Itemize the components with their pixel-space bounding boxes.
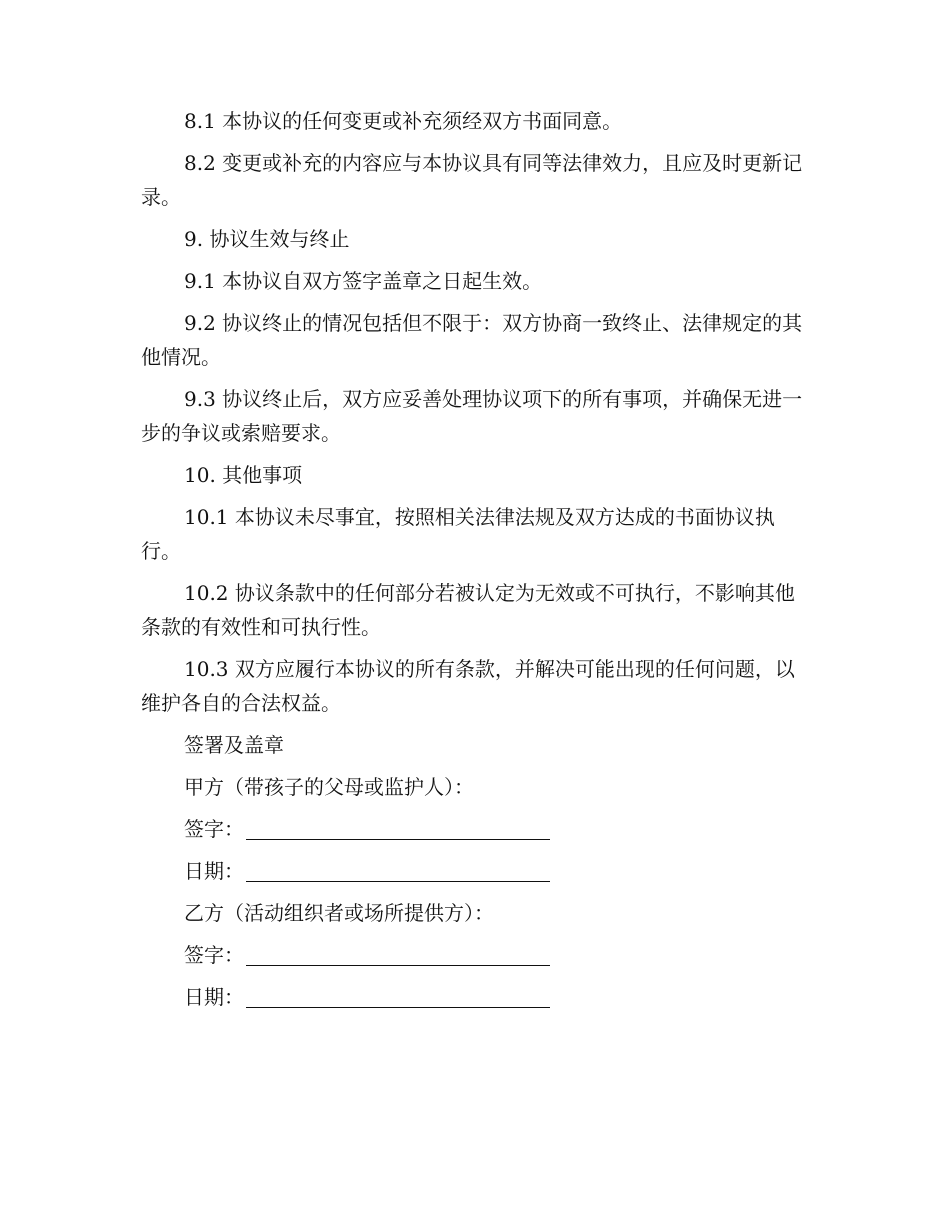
party-a-signature-row [141,812,806,846]
clause-9-3: 9.3 协议终止后，双方应妥善处理协议项下的所有事项，并确保无进一步的争议或索赔要求。 [141,387,803,445]
party-a-signature-label: 签字： [184,817,244,841]
party-a-date-row [141,854,806,888]
clause-9-2: 9.2 协议终止的情况包括但不限于：双方协商一致终止、法律规定的其他情况。 [141,311,803,369]
party-b-signature-row [141,938,806,972]
party-a-date-line[interactable] [246,857,550,882]
party-b-date-label: 日期： [184,985,244,1009]
party-b-date-line[interactable] [246,983,550,1008]
clause-10-3: 10.3 双方应履行本协议的所有条款，并解决可能出现的任何问题，以维护各自的合法权益。 [141,657,795,715]
clause-10-2: 10.2 协议条款中的任何部分若被认定为无效或不可执行，不影响其他条款的有效性和可执行性。 [141,581,795,639]
signature-section-heading: 签署及盖章 [184,733,284,757]
party-b-signature-label: 签字： [184,943,244,967]
party-a-title: 甲方（带孩子的父母或监护人）： [184,775,474,799]
clause-10-1: 10.1 本协议未尽事宜，按照相关法律法规及双方达成的书面协议执行。 [141,505,775,563]
party-b-date-row [141,980,806,1014]
section-9-heading: 9. 协议生效与终止 [184,227,350,251]
clause-8-1: 8.1 本协议的任何变更或补充须经双方书面同意。 [184,109,623,133]
party-a-signature-line[interactable] [246,815,550,840]
party-b-signature-line[interactable] [246,941,550,966]
section-10-heading: 10. 其他事项 [184,463,303,487]
clause-9-1: 9.1 本协议自双方签字盖章之日起生效。 [184,269,543,293]
party-a-date-label: 日期： [184,859,244,883]
document-body [141,104,806,1022]
clause-8-2: 8.2 变更或补充的内容应与本协议具有同等法律效力，且应及时更新记录。 [141,151,803,209]
party-b-title: 乙方（活动组织者或场所提供方）： [184,901,494,925]
